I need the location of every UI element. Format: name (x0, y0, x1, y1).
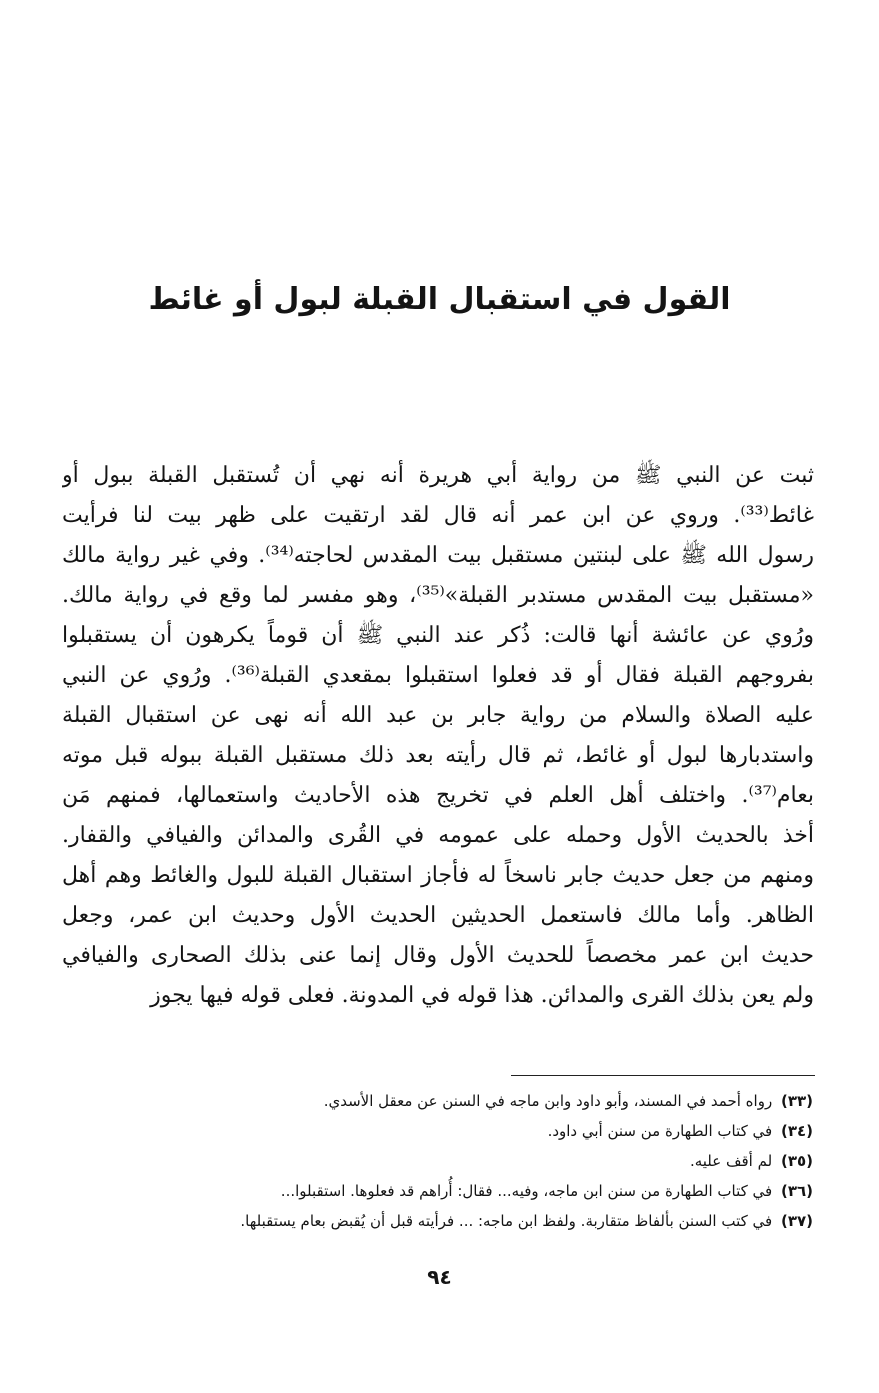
footnote-text: في كتب السنن بألفاظ متقاربة. ولفظ ابن ماجه: ... فرأيته قبل أن يُقبض بعام يستقبلها. (240, 1212, 773, 1230)
body-line: بعام⁽³⁷⁾. واختلف أهل العلم في تخريج هذه الأحاديث واستعمالها، فمنهم مَن (62, 783, 814, 808)
footnote-number: (٣٥) (780, 1152, 813, 1170)
footnote-item (113, 1176, 813, 1206)
body-line: حديث ابن عمر مخصصاً للحديث الأول وقال إنما عنى بذلك الصحارى والفيافي (62, 943, 814, 968)
footnote-number: (٣٦) (780, 1182, 813, 1200)
footnote-item (113, 1086, 813, 1116)
body-line: ثبت عن النبي ﷺ من رواية أبي هريرة أنه نهي أن تُستقبل القبلة ببول أو (62, 463, 814, 488)
body-line: ورُوي عن عائشة أنها قالت: ذُكر عند النبي ﷺ أن قوماً يكرهون أن يستقبلوا (62, 623, 814, 648)
body-text (62, 456, 814, 1016)
footnote-item (113, 1206, 813, 1236)
footnote-divider (511, 1075, 815, 1076)
footnote-text: في كتاب الطهارة من سنن أبي داود. (547, 1122, 773, 1140)
footnote-text: رواه أحمد في المسند، وأبو داود وابن ماجه في السنن عن معقل الأسدي. (323, 1092, 773, 1110)
footnotes-list (113, 1086, 813, 1236)
body-line: بفروجهم القبلة فقال أو قد فعلوا استقبلوا بمقعدي القبلة⁽³⁶⁾. ورُوي عن النبي (62, 663, 814, 688)
footnote-text: لم أقف عليه. (689, 1152, 773, 1170)
body-line: الظاهر. وأما مالك فاستعمل الحديثين الحديث الأول وحديث ابن عمر، وجعل (62, 903, 814, 928)
body-line: رسول الله ﷺ على لبنتين مستقبل بيت المقدس لحاجته⁽³⁴⁾. وفي غير رواية مالك (62, 543, 814, 568)
footnote-item (113, 1146, 813, 1176)
body-line: أخذ بالحديث الأول وحمله على عمومه في القُرى والمدائن والفيافي والقفار. (62, 823, 814, 848)
footnote-text: في كتاب الطهارة من سنن ابن ماجه، وفيه... فقال: أُراهم قد فعلوها. استقبلوا... (280, 1182, 773, 1200)
body-line: غائط⁽³³⁾. وروي عن ابن عمر أنه قال لقد ارتقيت على ظهر بيت لنا فرأيت (62, 503, 814, 528)
footnote-number: (٣٣) (780, 1092, 813, 1110)
chapter-title: القول في استقبال القبلة لبول أو غائط (148, 282, 731, 317)
body-line: ومنهم من جعل حديث جابر ناسخاً له فأجاز استقبال القبلة للبول والغائط وهم أهل (62, 863, 814, 888)
body-line: ولم يعن بذلك القرى والمدائن. هذا قوله في المدونة. فعلى قوله فيها يجوز (150, 983, 814, 1008)
footnote-number: (٣٤) (780, 1122, 813, 1140)
body-line: واستدبارها لبول أو غائط، ثم قال رأيته بعد ذلك مستقبل القبلة ببوله قبل موته (62, 743, 814, 768)
footnote-number: (٣٧) (780, 1212, 813, 1230)
page-number: ٩٤ (427, 1265, 452, 1289)
body-line: عليه الصلاة والسلام من رواية جابر بن عبد الله أنه نهى عن استقبال القبلة (62, 703, 814, 728)
body-line: «مستقبل بيت المقدس مستدبر القبلة»⁽³⁵⁾، وهو مفسر لما وقع في رواية مالك. (62, 583, 814, 608)
footnote-item (113, 1116, 813, 1146)
